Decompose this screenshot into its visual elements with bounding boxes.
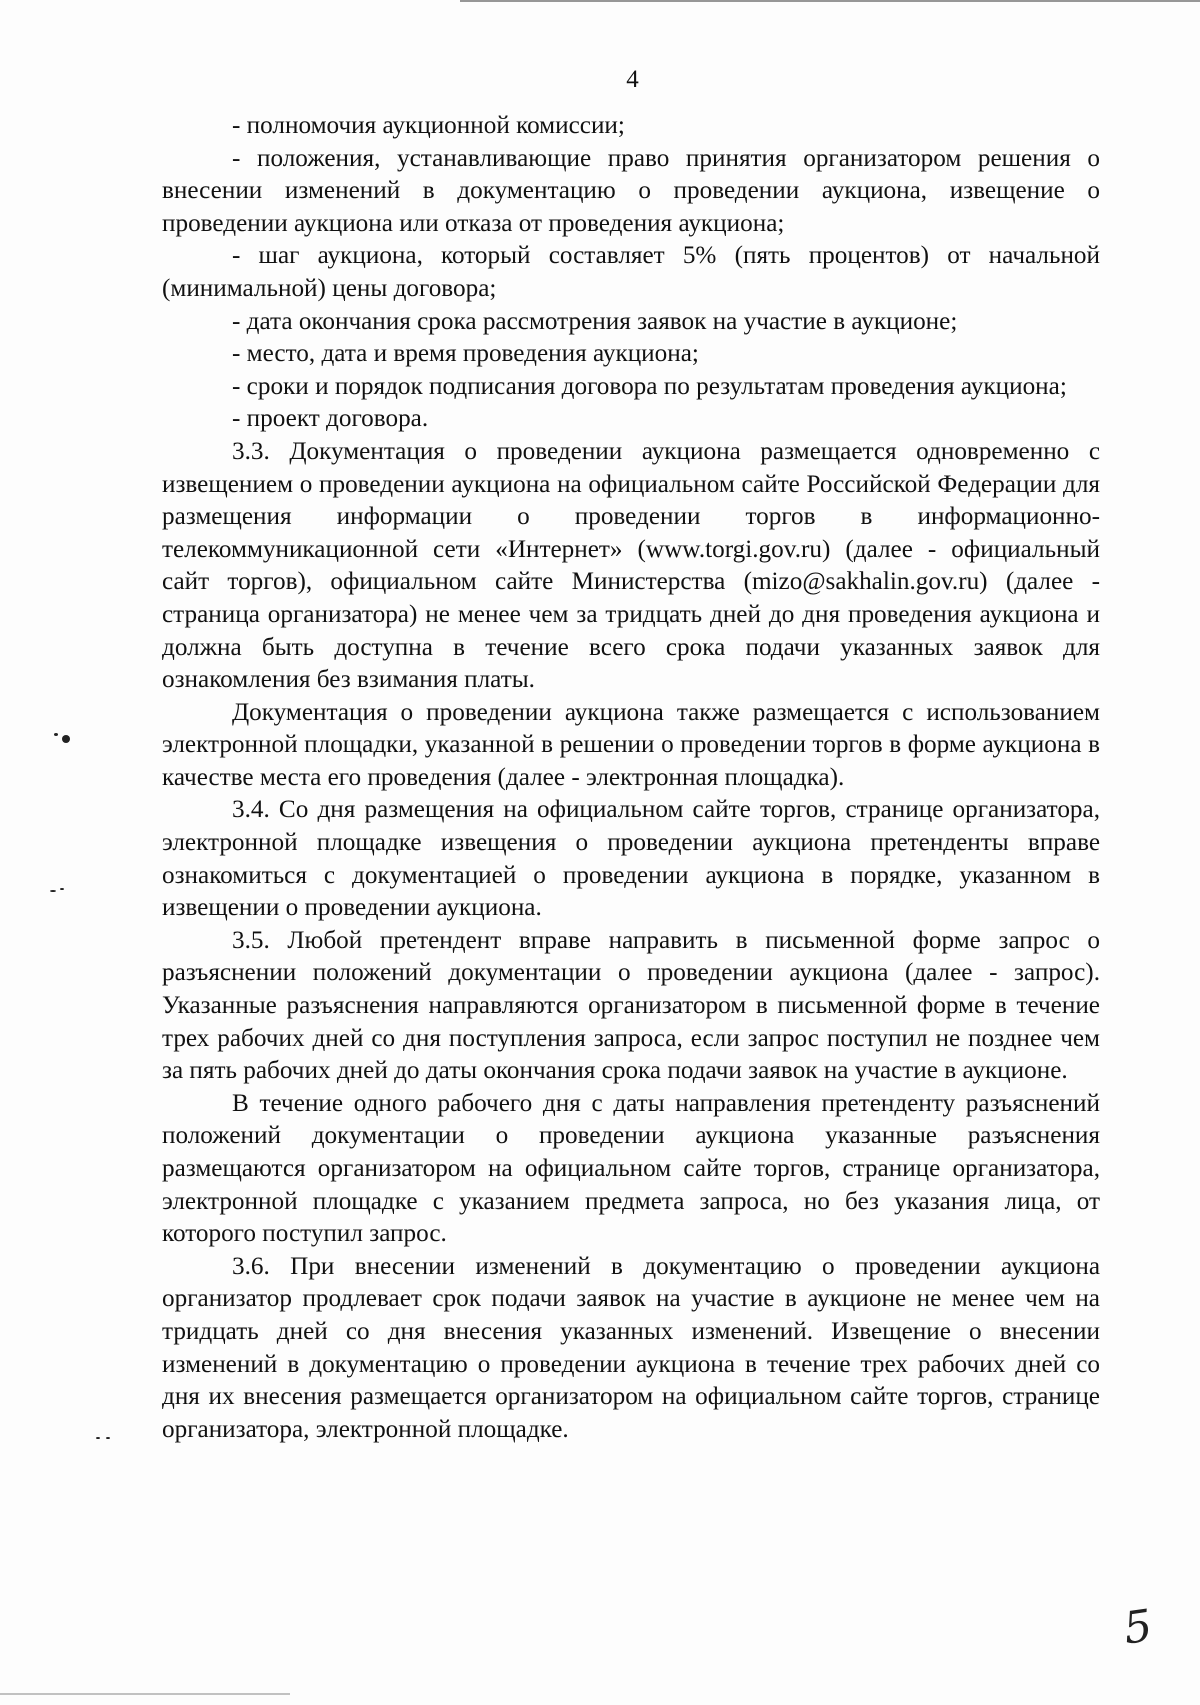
paragraph-3-5: 3.5. Любой претендент вправе направить в письменной форме запрос о разъяснении положений документации о проведении аукциона (далее - запрос). Указанные разъяснения направляются организатором в письменной форме в течение трех рабочих дней со дня поступления запроса, если запрос поступил не позднее чем за пять рабочих дней до даты окончания срока подачи заявок на участие в аукционе. [162,926,1100,1085]
page-number: 4 [626,66,639,93]
paragraph-clarifications: В течение одного рабочего дня с даты направления претенденту разъяснений положений документации о проведении аукциона указанные разъяснения размещаются организатором на официальном сайте торгов, странице организатора, электронной площадке с указанием предмета запроса, но без указания лица, от которого поступил запрос. [162,1089,1100,1248]
list-item-auction-step: - шаг аукциона, который составляет 5% (пять процентов) от начальной (минимальной) цены договора; [162,242,1100,302]
list-item-amendment-provisions: - положения, устанавливающие право принятия организатором решения о внесении изменений в документацию о проведении аукциона, извещение о проведении аукциона или отказа от проведения аукциона; [162,144,1100,237]
list-item-signing-terms: - сроки и порядок подписания договора по результатам проведения аукциона; [232,372,1067,400]
paragraph-3-6: 3.6. При внесении изменений в документацию о проведении аукциона организатор продлевает срок подачи заявок на участие в аукционе не менее чем на тридцать дней со дня внесения указанных изменений. Извещение о внесении изменений в документацию о проведении аукциона в течение трех рабочих дней со дня их внесения размещается организатором на официальном сайте торгов, странице организатора, электронной площадке. [162,1252,1100,1443]
list-item-place-date-time: - место, дата и время проведения аукциона; [232,340,699,368]
scan-top-edge [460,0,1200,2]
list-item-draft-contract: - проект договора. [232,405,429,433]
scan-speck [106,1437,110,1439]
scan-speck [50,890,56,892]
paragraph-3-3: 3.3. Документация о проведении аукциона размещается одновременно с извещением о проведении аукциона на официальном сайте Российской Федерации для размещения информации о проведении торгов в информационно-телекоммуникационной сети «Интернет» (www.torgi.gov.ru) (далее - официальный сайт торгов), официальном сайте Министерства (mizo@sakhalin.gov.ru) (далее - страница организатора) не менее чем за тридцать дней до дня проведения аукциона и должна быть доступна в течение всего срока подачи указанных заявок для ознакомления без взимания платы. [162,437,1100,694]
scan-speck [62,735,70,743]
scan-speck [54,733,58,736]
paragraph-electronic-platform: Документация о проведении аукциона также размещается с использованием электронной площадки, указанной в решении о проведении торгов в форме аукциона в качестве места его проведения (далее - электронная площадка). [162,698,1100,791]
paragraph-3-4: 3.4. Со дня размещения на официальном сайте торгов, странице организатора, электронной площадке извещения о проведении аукциона претенденты вправе ознакомиться с документацией о проведении аукциона в порядке, указанном в извещении о проведении аукциона. [162,796,1100,922]
list-item-review-deadline: - дата окончания срока рассмотрения заявок на участие в аукционе; [232,307,958,335]
scan-bottom-edge [0,1693,290,1695]
handwritten-page-mark: 5 [1120,1600,1156,1655]
scan-speck [60,888,64,890]
scan-speck [96,1437,100,1439]
list-item-commission-powers: - полномочия аукционной комиссии; [232,112,625,139]
document-body [162,110,1100,1446]
